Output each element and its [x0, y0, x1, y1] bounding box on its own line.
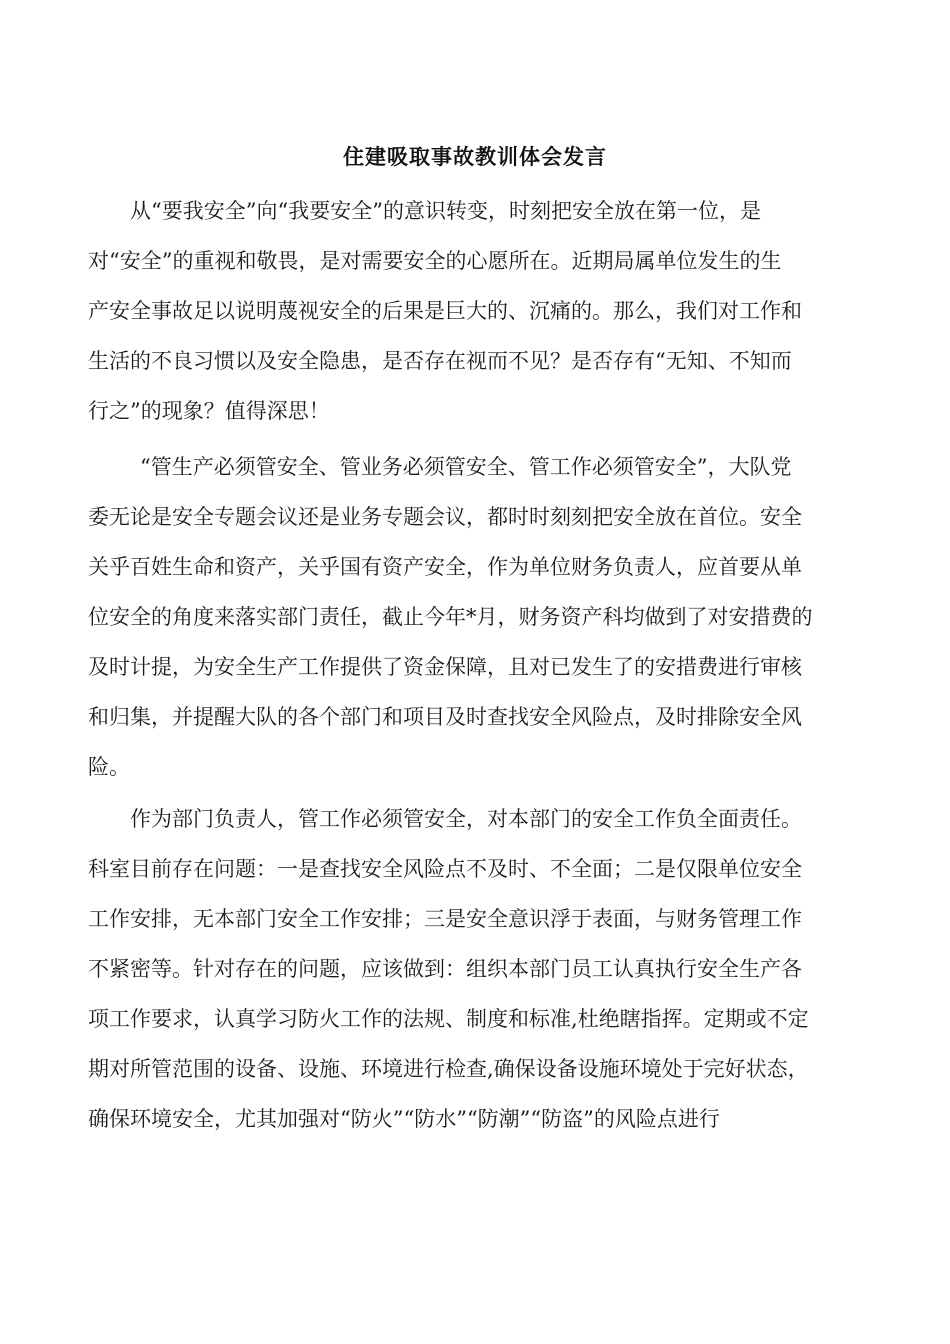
paragraph-3-line-3: 工作安排，无本部门安全工作安排；三是安全意识浮于表面，与财务管理工作: [88, 907, 802, 931]
paragraph-2-line-1: “管生产必须管安全、管业务必须管安全、管工作必须管安全”，大队党: [140, 455, 792, 479]
paragraph-1-line-2: 对“安全”的重视和敬畏，是对需要安全的心愿所在。近期局属单位发生的生: [88, 249, 782, 273]
paragraph-2-line-7: 险。: [88, 755, 130, 779]
paragraph-3-line-5: 项工作要求，认真学习防火工作的法规、制度和标准,杜绝瞎指挥。定期或不定: [88, 1007, 809, 1031]
paragraph-3-line-1: 作为部门负责人，管工作必须管安全，对本部门的安全工作负全面责任。: [130, 807, 802, 831]
paragraph-1-line-3: 产安全事故足以说明蔑视安全的后果是巨大的、沉痛的。那么，我们对工作和: [88, 299, 802, 323]
document-title: 住建吸取事故教训体会发言: [343, 144, 607, 169]
paragraph-2-line-2: 委无论是安全专题会议还是业务专题会议，都时时刻刻把安全放在首位。安全: [88, 505, 802, 529]
paragraph-1-line-1: 从“要我安全”向“我要安全”的意识转变，时刻把安全放在第一位，是: [130, 199, 761, 223]
paragraph-2-line-6: 和归集，并提醒大队的各个部门和项目及时查找安全风险点，及时排除安全风: [88, 705, 802, 729]
paragraph-3-line-6: 期对所管范围的设备、设施、环境进行检查,确保设备设施环境处于完好状态，: [88, 1057, 809, 1081]
paragraph-2-line-5: 及时计提，为安全生产工作提供了资金保障，且对已发生了的安措费进行审核: [88, 655, 802, 679]
paragraph-2-line-4: 位安全的角度来落实部门责任，截止今年*月，财务资产科均做到了对安措费的: [88, 605, 813, 629]
paragraph-2-line-3: 关乎百姓生命和资产，关乎国有资产安全，作为单位财务负责人，应首要从单: [88, 555, 802, 579]
paragraph-1-line-5: 行之”的现象？值得深思！: [88, 399, 330, 423]
paragraph-3-line-2: 科室目前存在问题：一是查找安全风险点不及时、不全面；二是仅限单位安全: [88, 857, 802, 881]
paragraph-3-line-4: 不紧密等。针对存在的问题，应该做到：组织本部门员工认真执行安全生产各: [88, 957, 802, 981]
paragraph-1-line-4: 生活的不良习惯以及安全隐患，是否存在视而不见？是否存有“无知、不知而: [88, 349, 792, 373]
paragraph-3-line-7: 确保环境安全，尤其加强对“防火”“防水”“防潮”“防盗”的风险点进行: [88, 1107, 720, 1131]
